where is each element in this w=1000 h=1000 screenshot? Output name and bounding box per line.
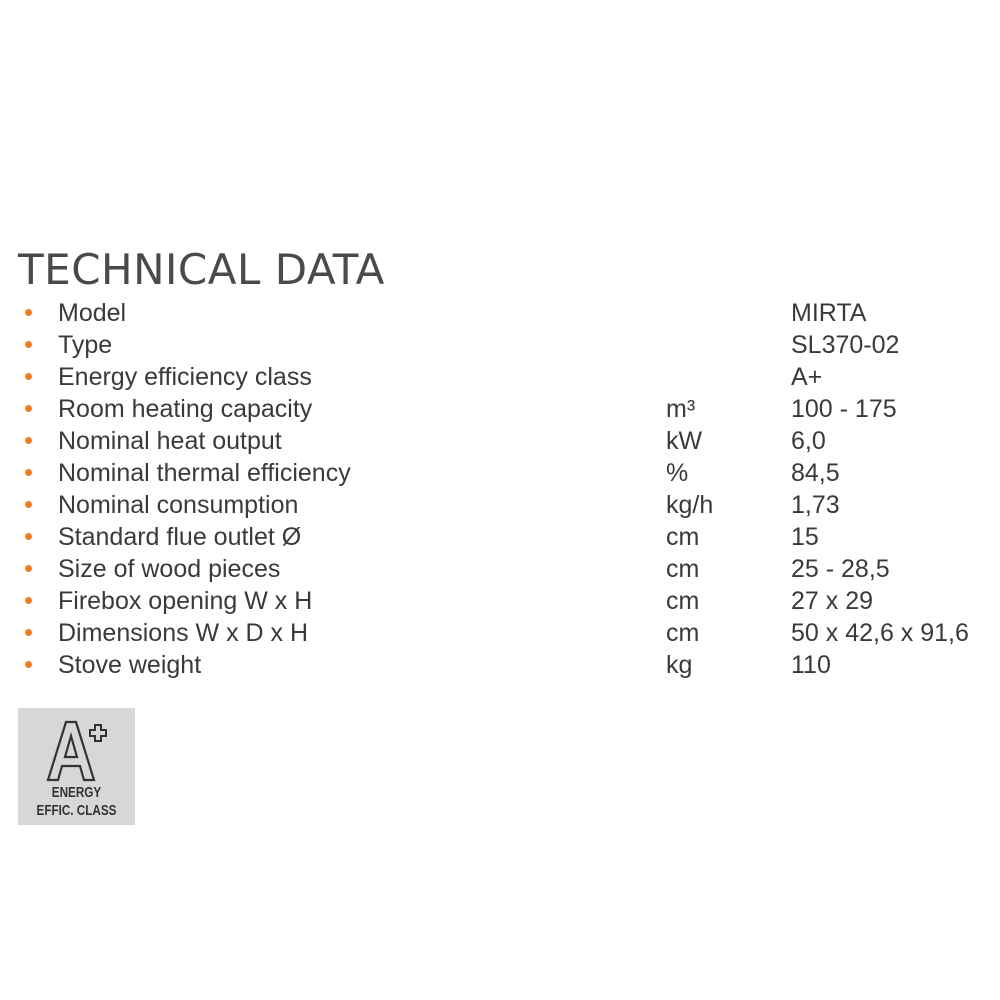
spec-value: SL370-02 (791, 331, 900, 359)
spec-label: Room heating capacity (58, 395, 313, 423)
badge-caption-line1: ENERGY (51, 784, 102, 801)
spec-label: Type (58, 331, 113, 359)
spec-value: MIRTA (791, 299, 867, 327)
spec-unit: m³ (666, 395, 696, 423)
spec-row (0, 361, 1000, 393)
technical-data-list (0, 297, 1000, 681)
spec-value: 84,5 (791, 459, 840, 487)
bullet-icon (25, 501, 32, 508)
spec-unit: cm (666, 619, 700, 647)
spec-row (0, 649, 1000, 681)
spec-label: Stove weight (58, 651, 202, 679)
spec-value: 15 (791, 523, 819, 551)
spec-value: 110 (791, 651, 831, 679)
bullet-icon (25, 405, 32, 412)
badge-caption (31, 784, 122, 820)
spec-unit: % (666, 459, 689, 487)
spec-value: 25 - 28,5 (791, 555, 890, 583)
spec-unit: cm (666, 523, 700, 551)
spec-row (0, 393, 1000, 425)
spec-label: Nominal thermal efficiency (58, 459, 351, 487)
spec-row (0, 457, 1000, 489)
page-title: TECHNICAL DATA (18, 245, 385, 294)
badge-caption-line2: EFFIC. CLASS (36, 802, 117, 819)
spec-value: 27 x 29 (791, 587, 874, 615)
spec-row (0, 329, 1000, 361)
spec-row (0, 617, 1000, 649)
spec-label: Nominal heat output (58, 427, 282, 455)
spec-unit: kW (666, 427, 703, 455)
bullet-icon (25, 533, 32, 540)
spec-unit: kg (666, 651, 693, 679)
spec-value: 100 - 175 (791, 395, 897, 423)
spec-unit: cm (666, 587, 700, 615)
spec-value: 50 x 42,6 x 91,6 (791, 619, 969, 647)
bullet-icon (25, 437, 32, 444)
spec-unit: kg/h (666, 491, 714, 519)
spec-label: Nominal consumption (58, 491, 299, 519)
spec-unit: cm (666, 555, 700, 583)
bullet-icon (25, 469, 32, 476)
bullet-icon (25, 309, 32, 316)
bullet-icon (25, 341, 32, 348)
spec-row (0, 553, 1000, 585)
spec-row (0, 425, 1000, 457)
spec-value: A+ (791, 363, 823, 391)
spec-row (0, 585, 1000, 617)
spec-row (0, 489, 1000, 521)
spec-row (0, 521, 1000, 553)
spec-value: 6,0 (791, 427, 826, 455)
bullet-icon (25, 661, 32, 668)
spec-label: Standard flue outlet Ø (58, 523, 302, 551)
bullet-icon (25, 565, 32, 572)
spec-row (0, 297, 1000, 329)
energy-class-badge (18, 708, 135, 825)
bullet-icon (25, 373, 32, 380)
spec-label: Model (58, 299, 127, 327)
spec-label: Energy efficiency class (58, 363, 312, 391)
a-plus-outline-icon (46, 718, 108, 782)
spec-label: Firebox opening W x H (58, 587, 313, 615)
spec-label: Size of wood pieces (58, 555, 281, 583)
spec-label: Dimensions W x D x H (58, 619, 309, 647)
bullet-icon (25, 629, 32, 636)
bullet-icon (25, 597, 32, 604)
spec-value: 1,73 (791, 491, 840, 519)
